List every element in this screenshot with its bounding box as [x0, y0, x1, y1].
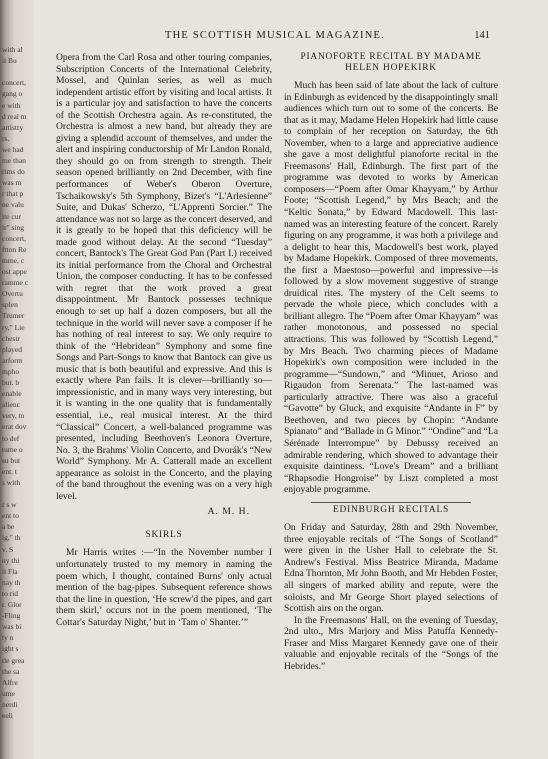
gutter-fragment: ny thi	[2, 555, 20, 565]
gutter-fragment: v. S	[2, 544, 14, 554]
gutter-fragment: it Bu	[2, 56, 17, 66]
gutter-fragment: but. b	[2, 378, 20, 387]
gutter-fragment: artistry	[2, 122, 24, 132]
gutter-fragment	[2, 488, 34, 499]
gutter-fragment: r that p	[2, 189, 24, 199]
magazine-title: THE SCOTTISH MUSICAL MAGAZINE.	[165, 30, 385, 41]
gutter-fragment: ost appe	[2, 267, 27, 276]
gutter-fragment: chestr	[2, 333, 20, 343]
gutter-fragment: it Fla	[2, 566, 18, 576]
gutter-fragment: tume o	[2, 444, 23, 454]
gutter-fragment: r. Glor	[2, 600, 22, 609]
facing-page-gutter	[0, 0, 34, 759]
gutter-fragment: -Fling	[2, 611, 21, 621]
gutter-fragment: nay th	[2, 577, 21, 587]
gutter-fragment: s with	[2, 477, 21, 487]
gutter-fragment: ftton Re	[2, 244, 27, 254]
skirls-heading: SKIRLS	[145, 529, 183, 540]
gutter-fragment: gang o	[2, 89, 23, 99]
gutter-fragment: alienc	[2, 400, 20, 410]
gutter-fragment: a be	[2, 522, 15, 532]
edinburgh-paragraph-2: In the Freemasons' Hall, on the evening of Tuesday, 2nd ulto., Mrs Marjory and Miss Patuffa Kennedy-Fraser and Miss Margaret Kennedy gave one of their valuable and enjoyable recitals of the “Songs of the Hebrides.”	[284, 614, 498, 672]
gutter-fragment: was m	[2, 178, 22, 188]
gutter-fragment: rims do	[2, 167, 25, 177]
gutter-fragment	[2, 66, 34, 77]
gutter-fragment: d real m	[2, 111, 27, 121]
gutter-fragment: enable	[2, 389, 22, 399]
gutter-fragment: concert,	[2, 78, 26, 88]
gutter-fragment: ent to	[2, 511, 19, 521]
gutter-fragment: rs.	[2, 133, 10, 143]
recital-heading	[284, 52, 498, 74]
skirls-paragraph: Mr Harris writes :—“In the November number I unfortunately trusted to my memory in naming the poem which, I thought, contained Burns' only actual mention of the bag-pipes. Subsequent reference shows that the line in question, ‘He screw'd the pipes, and gart them skirl,’ occurs not in the poem mentioned, ‘The Cottar's Saturday Night,’ but in ‘Tam o' Shanter.’”	[56, 547, 272, 628]
right-column	[284, 52, 498, 672]
gutter-fragment: mpho	[2, 366, 20, 376]
gutter-fragment: ite cur	[2, 211, 21, 221]
running-header	[60, 30, 490, 46]
gutter-fragment: concert,	[2, 233, 26, 243]
recital-heading-line-2: HELEN HOPEKIRK	[345, 63, 437, 73]
edinburgh-paragraph-1: On Friday and Saturday, 28th and 29th November, three enjoyable recitals of “The Songs of Scotland” were given in the Usher Hall to celebrate the St. Andrew's Festival. Miss Beatrice Miranda, Madame Edna Thornton, Mr John Booth, and Mr Hebden Foster, all singers of marked ability and repute, were the soloists, and Mr George Short played selections of Scottish airs on the organ.	[284, 522, 498, 615]
gutter-fragment: the sa	[2, 666, 20, 676]
left-column	[56, 52, 272, 628]
gutter-fragment: Overtu	[2, 289, 23, 299]
gutter-fragment: ume	[2, 688, 15, 698]
gutter-fragment: eeli	[2, 711, 13, 720]
edinburgh-recitals-heading: EDINBURGH RECITALS	[333, 504, 449, 515]
section-divider	[311, 502, 471, 503]
recital-paragraph: Much has been said of late about the lack of culture in Edinburgh as evidenced by the disappointingly small audiences which turn out to some of the concerts. Be that as it may, Madame Helen Hopekirk had little cause to complain of her reception on Saturday, the 6th November, when to a large and appreciative audience she gave a most delightful pianoforte recital in the Freemasons' Hall, Edinburgh. The first part of the programme was devoted to works by American composers—“Poem after Omar Khayyam,” by Arthur Foote; “Scottish Legend,” by Mrs Beach; and the “Keltic Sonata,” by Edward Macdowell. This last-named was an interesting feature of the concert. Rarely figuring on any programme, it was both a privilege and a delight to hear this, Macdowell's best work, played by Madame Hopekirk. Composed of three movements, the first a Maestoso—powerful and impressive—is followed by a slow movement suggestive of strange druidical rites. The mystery of the Celt seems to pervade the whole piece, which concludes with a brilliant allegro. The “Poem after Omar Khayyam” was rather monotonous, and possessed no special attractions. This was followed by “Scottish Legend,” by Mrs Beach. Two charming pieces of Madame Hopekirk's own composition were included in the programme—“Sundown,” and “Minuet, Arioso and Rigaudon from Serenata.” The last-named was particularly attractive. There was also a graceful “Gavotte” by Gluck, and exquisite “Andante in F” by Beethoven, and two pieces by Chopin: “Andante Spianato” and “Ballade in G Minor.” “Ondine” and “La Sérénade Interrompue” by Debussy received an admirable rendering, which showed to advantage their exquisite daintiness. “Love's Dream” and a brilliant “Rhapsodie Hongroise” by Liszt completed a most enjoyable programme.	[284, 80, 498, 496]
orchestra-review-paragraph: Opera from the Carl Rosa and other touring companies, Subscription Concerts of the International Celebrity, Mossel, and Quinlan series, as well as much independent artistic effort by visiting and local artists. It is a particular joy and satisfaction to have the concerts of the Scottish Orchestra again. As re-constituted, the Orchestra is almost a new band, but already they are giving a splendid account of themselves, and under the alert and inspiring conductorship of Mr Landon Ronald, they should go on from strength to strength. Their season opened brilliantly on 2nd December, with fine performances of Weber's Oberon Overture, Tschaikowsky's 5th Symphony, Bizet's “L'Arlesienne” Suite, and Dukas' Scherzo, “L'Apprenti Sorcier.” The attendance was not so large as the concert deserved, and it is greatly to be hoped that this deficiency will be made good without delay. At the second “Tuesday” concert, Bantock's The Great God Pan (Part I.) received its initial performance from the Choral and Orchestral Union, the composer conducting. It has to be confessed with regret that the work proved a great disappointment. Mr Bantock possesses technique enough to set up half a dozen composers, but all the technique in the world will never save a composer if he has nothing of real interest to say. We only require to think of the “Hebridean” Symphony and some fine Songs and Part-Songs to know that Bantock can give us music that is both beautiful and expressive. And this is exactly where Pan fails. It is clever—brilliantly so—impressionistic, and in many ways very interesting, but it is wanting in the one quality that is fundamentally essential, i.e., real musical interest. At the third “Classical” Concert, a well-balanced programme was presented, including Beethoven's Leonora Overture, No. 3, the Brahms' Violin Concerto, and Dvorák's “New World” Symphony. Mr A. Catterall made an excellent appearance as soloist in the Concerto, and the playing of the band throughout the evening was on a very high level.	[56, 52, 272, 502]
gutter-fragment: ty n	[2, 633, 14, 643]
gutter-fragment: very, to	[2, 411, 25, 421]
gutter-fragment: splen	[2, 300, 18, 310]
recital-heading-line-1: PIANOFORTE RECITAL BY MADAME	[300, 52, 482, 62]
gutter-fragment: ent. t	[2, 466, 17, 476]
gutter-fragment: ne valu	[2, 200, 24, 210]
gutter-fragment: ir" sing	[2, 222, 25, 232]
gutter-fragment: to def	[2, 433, 20, 443]
gutter-fragment: tle grea	[2, 655, 25, 665]
gutter-fragment: ry," Lie	[2, 322, 25, 332]
page-number: 141	[474, 30, 490, 41]
gutter-fragment: me than	[2, 156, 26, 165]
author-signature: A. M. H.	[207, 506, 250, 518]
gutter-fragment: Trumer	[2, 311, 25, 321]
gutter-fragment: mme, c	[2, 255, 25, 265]
gutter-fragment: Alfre	[2, 677, 18, 687]
gutter-fragment: played	[2, 344, 22, 354]
gutter-fragment: was bi	[2, 622, 22, 632]
gutter-fragment: ramme c	[2, 278, 29, 288]
gutter-fragment: r s w	[2, 500, 17, 510]
gutter-fragment: to rid	[2, 588, 19, 598]
gutter-fragment: su but	[2, 455, 21, 465]
gutter-fragment: nerdi	[2, 699, 18, 709]
gutter-fragment: erat dov	[2, 422, 27, 432]
gutter-fragment: ight s	[2, 644, 19, 654]
gutter-fragment: with al	[2, 45, 23, 54]
gutter-fragment: ig," th	[2, 533, 21, 543]
gutter-fragment: e with	[2, 100, 21, 110]
gutter-fragment: arform	[2, 355, 23, 365]
gutter-fragment: we had	[2, 144, 24, 154]
